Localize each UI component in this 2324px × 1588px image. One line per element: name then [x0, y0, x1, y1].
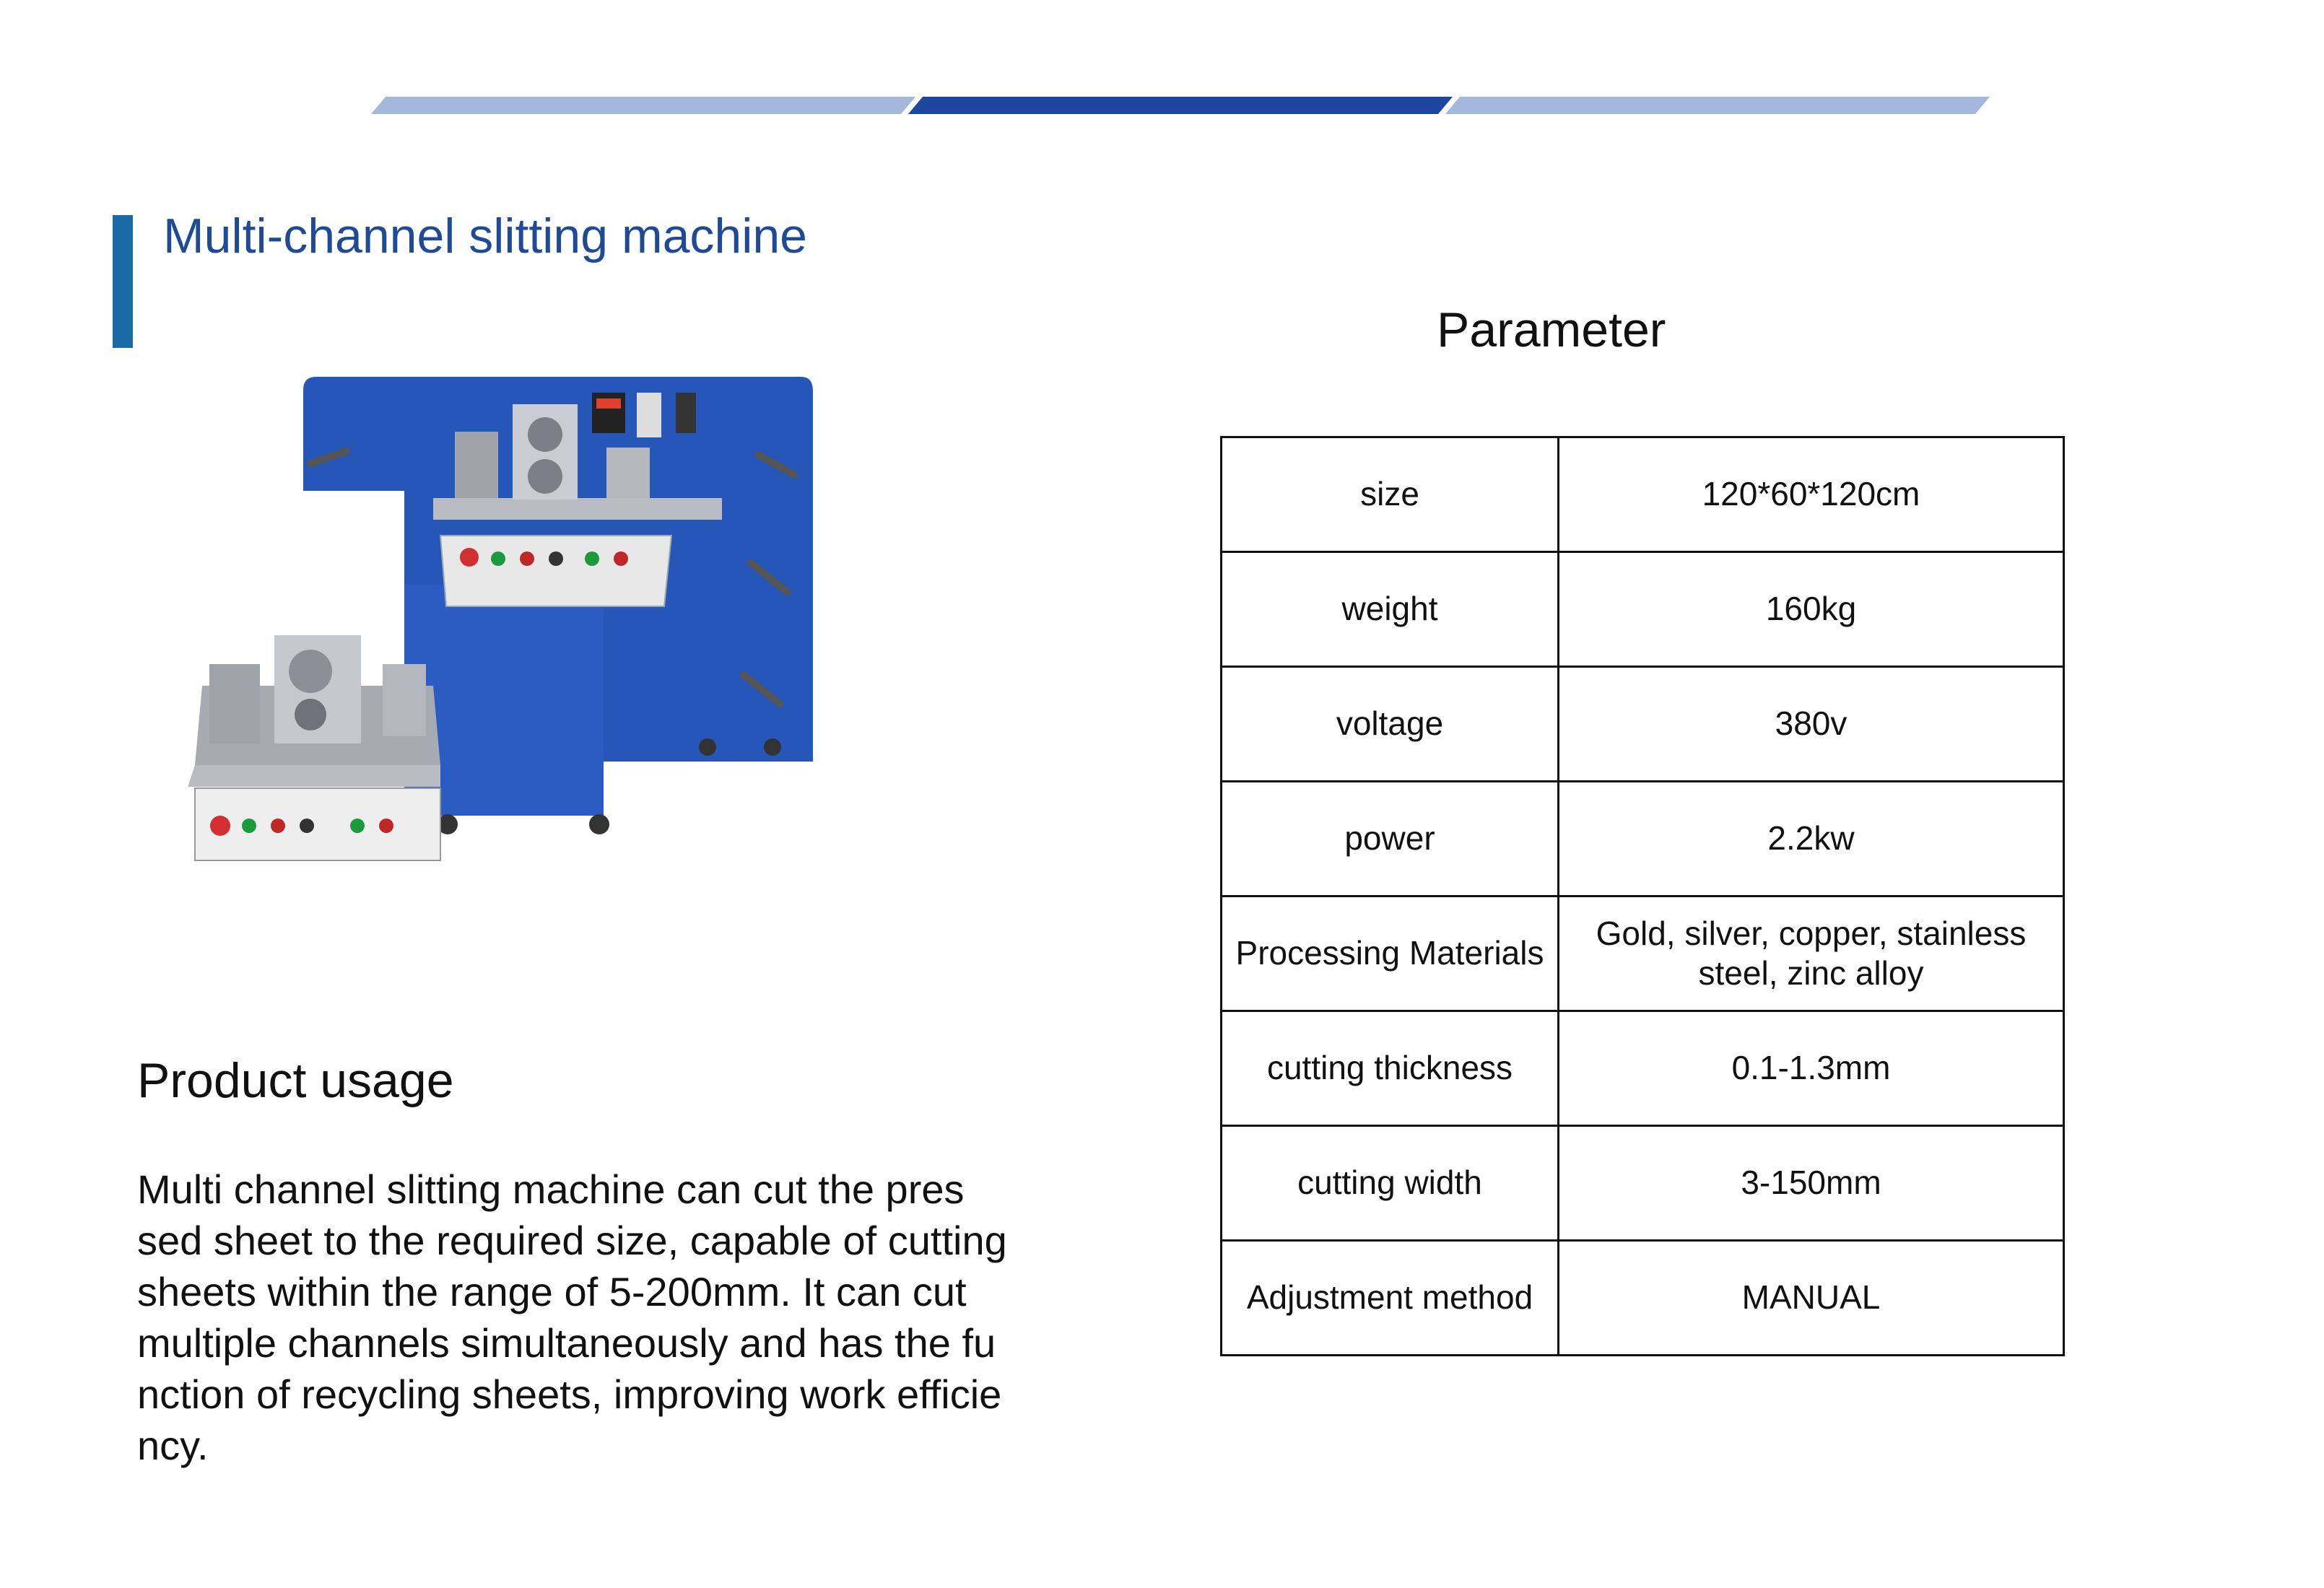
param-key: Processing Materials — [1222, 896, 1559, 1011]
title-accent-bar — [113, 215, 133, 348]
param-value: 0.1-1.3mm — [1559, 1011, 2064, 1126]
header-stripe-right — [1445, 97, 1990, 114]
param-key: Adjustment method — [1222, 1241, 1559, 1356]
param-value: 3-150mm — [1559, 1126, 2064, 1241]
param-key: weight — [1222, 552, 1559, 667]
header-stripe-center — [908, 97, 1453, 114]
header-stripe-left — [371, 97, 915, 114]
page-title: Multi-channel slitting machine — [163, 209, 807, 263]
param-value: 2.2kw — [1559, 782, 2064, 896]
param-key: size — [1222, 437, 1559, 552]
param-value: 380v — [1559, 667, 2064, 782]
param-value: 120*60*120cm — [1559, 437, 2064, 552]
parameter-heading: Parameter — [1437, 302, 1666, 357]
table-row — [1222, 1241, 2064, 1356]
table-row — [1222, 782, 2064, 896]
usage-description: Multi channel slitting machine can cut the pres sed sheet to the required size, capable of cutting sheets within the range of 5-200mm. It can cut multiple channels simultaneously and has the fu nction of recycling sheets, improving work efficie ncy. — [137, 1166, 1007, 1468]
param-key: voltage — [1222, 667, 1559, 782]
table-row — [1222, 896, 2064, 1011]
param-key: cutting thickness — [1222, 1011, 1559, 1126]
parameter-table — [1220, 436, 2065, 1356]
param-key: cutting width — [1222, 1126, 1559, 1241]
param-value: MANUAL — [1559, 1241, 2064, 1356]
param-value: 160kg — [1559, 552, 2064, 667]
param-key: power — [1222, 782, 1559, 896]
table-row — [1222, 552, 2064, 667]
table-row — [1222, 667, 2064, 782]
table-row — [1222, 437, 2064, 552]
table-row — [1222, 1011, 2064, 1126]
table-row — [1222, 1126, 2064, 1241]
slitting-machine-photo — [166, 346, 830, 938]
usage-heading: Product usage — [137, 1053, 454, 1108]
param-value: Gold, silver, copper, stainless steel, zinc alloy — [1559, 896, 2064, 1011]
